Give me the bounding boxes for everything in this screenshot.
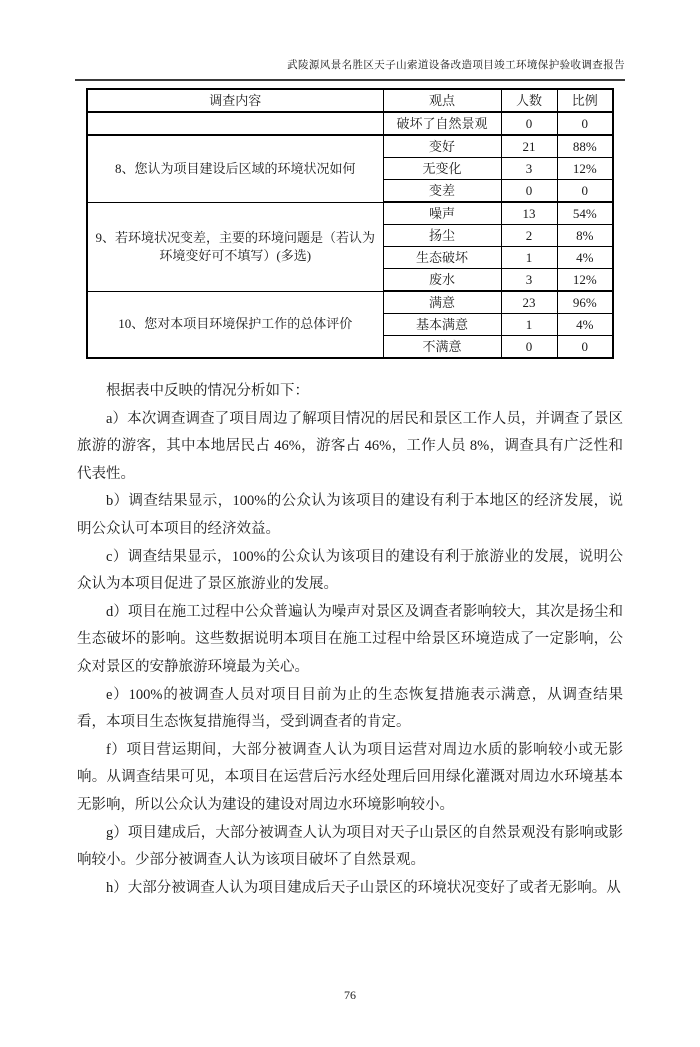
table-row	[87, 135, 613, 158]
count-cell: 0	[501, 180, 557, 203]
opinion-cell: 废水	[383, 269, 501, 292]
count-cell: 23	[501, 291, 557, 314]
analysis-paragraph-a: a）本次调查调查了项目周边了解项目情况的居民和景区工作人员，并调查了景区旅游的游客，其中本地居民占 46%，游客占 46%，工作人员 8%，调查具有广泛性和代表性。	[77, 410, 623, 482]
report-header-title: 武陵源风景名胜区天子山索道设备改造项目竣工环境保护验收调查报告	[75, 57, 625, 81]
ratio-cell: 0	[557, 180, 613, 203]
count-cell: 1	[501, 314, 557, 336]
count-cell: 0	[501, 112, 557, 135]
ratio-cell: 0	[557, 112, 613, 135]
page-number: 76	[344, 988, 356, 1002]
question-cell: 10、您对本项目环境保护工作的总体评价	[87, 291, 383, 358]
ratio-cell: 88%	[557, 135, 613, 158]
opinion-cell: 不满意	[383, 336, 501, 359]
opinion-cell: 噪声	[383, 202, 501, 225]
ratio-cell: 0	[557, 336, 613, 359]
survey-results-table	[86, 88, 614, 359]
count-cell: 1	[501, 247, 557, 269]
analysis-paragraph-c: c）调查结果显示，100%的公众认为该项目的建设有利于旅游业的发展，说明公众认为本项目促进了景区旅游业的发展。	[77, 548, 623, 593]
table-row	[87, 112, 613, 135]
ratio-cell: 12%	[557, 158, 613, 180]
ratio-cell: 12%	[557, 269, 613, 292]
column-header-survey-content: 调查内容	[87, 89, 383, 112]
count-cell: 21	[501, 135, 557, 158]
ratio-cell: 4%	[557, 314, 613, 336]
analysis-paragraph-h: h）大部分被调查人认为项目建成后天子山景区的环境状况变好了或者无影响。从	[106, 879, 621, 896]
column-header-opinion: 观点	[383, 89, 501, 112]
analysis-section	[77, 378, 623, 902]
ratio-cell: 4%	[557, 247, 613, 269]
column-header-count: 人数	[501, 89, 557, 112]
opinion-cell: 满意	[383, 291, 501, 314]
opinion-cell: 变好	[383, 135, 501, 158]
analysis-paragraph-b: b）调查结果显示，100%的公众认为该项目的建设有利于本地区的经济发展，说明公众认可本项目的经济效益。	[77, 493, 623, 537]
question-cell	[87, 112, 383, 135]
count-cell: 3	[501, 269, 557, 292]
opinion-cell: 变差	[383, 180, 501, 203]
ratio-cell: 8%	[557, 225, 613, 247]
count-cell: 2	[501, 225, 557, 247]
count-cell: 3	[501, 158, 557, 180]
question-cell: 9、若环境状况变差，主要的环境问题是（若认为环境变好可不填写）(多选)	[87, 202, 383, 291]
opinion-cell: 破坏了自然景观	[383, 112, 501, 135]
table-row	[87, 291, 613, 314]
count-cell: 13	[501, 202, 557, 225]
analysis-paragraph-e: e）100%的被调查人员对项目目前为止的生态恢复措施表示满意，从调查结果看，本项目生态恢复措施得当，受到调查者的肯定。	[77, 686, 623, 731]
column-header-ratio: 比例	[557, 89, 613, 112]
opinion-cell: 扬尘	[383, 225, 501, 247]
count-cell: 0	[501, 336, 557, 359]
question-cell: 8、您认为项目建设后区域的环境状况如何	[87, 135, 383, 202]
opinion-cell: 无变化	[383, 158, 501, 180]
analysis-paragraph-f: f）项目营运期间，大部分被调查人认为项目运营对周边水质的影响较小或无影响。从调查结果可见，本项目在运营后污水经处理后回用绿化灌溉对周边水环境基本无影响，所以公众认为建设的建设对周边水环境影响较小。	[77, 741, 623, 813]
analysis-intro: 根据表中反映的情况分析如下：	[106, 383, 309, 399]
opinion-cell: 生态破坏	[383, 247, 501, 269]
ratio-cell: 54%	[557, 202, 613, 225]
table-row	[87, 202, 613, 225]
table-header-row	[87, 89, 613, 112]
analysis-paragraph-d: d）项目在施工过程中公众普遍认为噪声对景区及调查者影响较大，其次是扬尘和生态破坏的影响。这些数据说明本项目在施工过程中给景区环境造成了一定影响，公众对景区的安静旅游环境最为关心。	[77, 603, 623, 675]
opinion-cell: 基本满意	[383, 314, 501, 336]
analysis-paragraph-g: g）项目建成后，大部分被调查人认为项目对天子山景区的自然景观没有影响或影响较小。少部分被调查人认为该项目破坏了自然景观。	[77, 824, 623, 869]
ratio-cell: 96%	[557, 291, 613, 314]
